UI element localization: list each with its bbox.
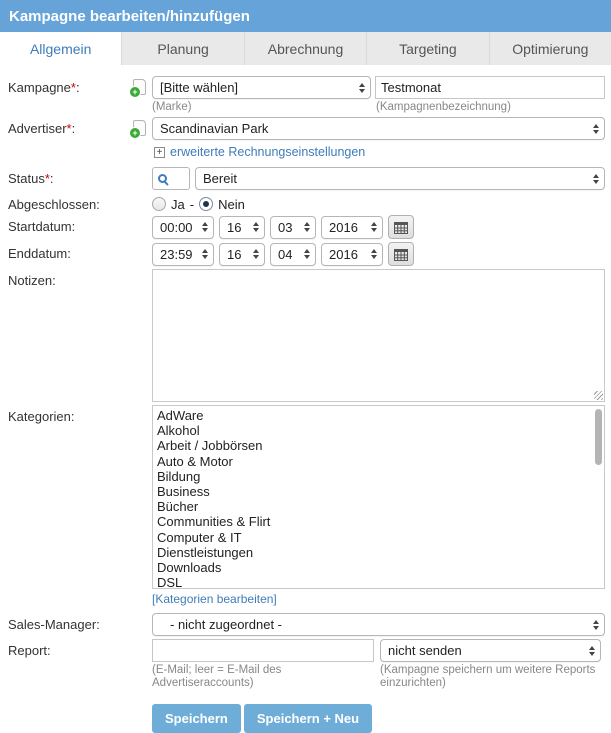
status-search-box[interactable] [152, 167, 190, 190]
row-sales-manager [8, 613, 605, 636]
radio-separator: - [189, 196, 195, 212]
report-email-input[interactable] [152, 639, 374, 662]
form-allgemein [0, 65, 611, 733]
kategorien-label: Kategorien: [8, 409, 75, 424]
row-status [8, 167, 605, 190]
end-day-select[interactable]: 16 [219, 243, 265, 266]
tab-bar [0, 32, 611, 65]
report-label: Report: [8, 643, 51, 658]
stepper-icon [589, 646, 595, 656]
stepper-icon [202, 222, 208, 232]
campaign-name-input[interactable] [375, 76, 605, 99]
tab-targeting[interactable]: Targeting [367, 32, 489, 65]
row-kategorien [8, 405, 605, 608]
category-option[interactable]: Bildung [157, 468, 201, 484]
category-option[interactable]: DSL [157, 575, 183, 589]
calendar-icon [394, 248, 408, 261]
row-advertiser [8, 117, 605, 162]
campaign-name-hint: (Kampagnenbezeichnung) [376, 101, 511, 113]
stepper-icon [304, 249, 310, 259]
startdatum-label: Startdatum: [8, 219, 76, 234]
category-option[interactable]: Business [157, 484, 210, 500]
stepper-icon [253, 249, 259, 259]
report-send-value: nicht senden [388, 643, 462, 658]
radio-ja[interactable] [152, 197, 166, 211]
sales-manager-select[interactable] [152, 613, 605, 636]
category-option[interactable]: AdWare [157, 408, 204, 423]
edit-categories-link[interactable]: [Kategorien bearbeiten] [152, 592, 277, 606]
kampagne-label: Kampagne*: [8, 80, 80, 95]
start-calendar-button[interactable] [388, 215, 414, 239]
enddatum-label: Enddatum: [8, 246, 71, 261]
radio-ja-label: Ja [171, 196, 185, 212]
sales-manager-value: - nicht zugeordnet - [170, 617, 283, 632]
action-buttons [152, 704, 605, 733]
stepper-icon [593, 174, 599, 184]
brand-select[interactable] [152, 76, 371, 99]
stepper-icon [371, 249, 377, 259]
stepper-icon [593, 124, 599, 134]
calendar-icon [394, 221, 408, 234]
radio-nein[interactable] [199, 197, 213, 211]
notizen-label: Notizen: [8, 273, 56, 288]
start-time-select[interactable]: 00:00 [152, 216, 214, 239]
row-report [8, 639, 605, 690]
row-startdatum [8, 215, 605, 239]
category-option[interactable]: Communities & Flirt [157, 514, 271, 530]
status-select-value: Bereit [203, 171, 237, 186]
resize-grip-icon[interactable] [594, 391, 603, 400]
notes-textarea[interactable] [152, 269, 605, 402]
advertiser-label: Advertiser*: [8, 121, 76, 136]
tab-optimierung[interactable]: Optimierung [512, 40, 589, 57]
category-option[interactable]: Downloads [157, 560, 222, 576]
stepper-icon [304, 222, 310, 232]
billing-settings-link[interactable]: erweiterte Rechnungseinstellungen [170, 145, 366, 159]
category-option[interactable]: Computer & IT [157, 529, 242, 545]
category-option[interactable]: Alkohol [157, 423, 200, 439]
status-label: Status*: [8, 171, 54, 186]
category-option[interactable]: Dienstleistungen [157, 544, 254, 560]
row-kampagne [8, 76, 605, 114]
end-time-select[interactable]: 23:59 [152, 243, 214, 266]
category-option[interactable]: Bücher [157, 499, 199, 515]
row-abgeschlossen [8, 193, 605, 212]
add-brand-icon[interactable] [133, 79, 146, 95]
row-notizen [8, 269, 605, 402]
end-calendar-button[interactable] [388, 242, 414, 266]
brand-select-value: [Bitte wählen] [160, 80, 239, 95]
start-month-select[interactable]: 03 [270, 216, 316, 239]
advertiser-select[interactable] [152, 117, 605, 140]
stepper-icon [202, 249, 208, 259]
stepper-icon [593, 620, 599, 630]
add-advertiser-icon[interactable] [133, 120, 146, 136]
categories-listbox[interactable] [152, 405, 605, 589]
brand-hint: (Marke) [152, 101, 192, 113]
advertiser-select-value: Scandinavian Park [160, 121, 269, 136]
report-send-hint: (Kampagne speichern um weitere Reports einzurichten) [380, 664, 596, 689]
end-month-select[interactable]: 04 [270, 243, 316, 266]
tab-abrechnung[interactable]: Abrechnung [245, 32, 367, 65]
save-button[interactable]: Speichern [152, 704, 241, 733]
search-icon [158, 174, 167, 183]
sales-manager-label: Sales-Manager: [8, 617, 100, 632]
category-option[interactable]: Auto & Motor [157, 453, 233, 469]
expand-plus-icon[interactable]: + [154, 147, 165, 158]
save-and-new-button[interactable]: Speichern + Neu [244, 704, 372, 733]
start-year-select[interactable]: 2016 [321, 216, 383, 239]
tab-planung[interactable]: Planung [122, 32, 244, 65]
scrollbar-thumb[interactable] [595, 409, 602, 465]
row-enddatum [8, 242, 605, 266]
stepper-icon [371, 222, 377, 232]
page-title: Kampagne bearbeiten/hinzufügen [0, 0, 611, 32]
stepper-icon [359, 83, 365, 93]
report-email-hint: (E-Mail; leer = E-Mail des Advertiseraccounts) [152, 664, 282, 689]
stepper-icon [253, 222, 259, 232]
status-select[interactable] [195, 167, 605, 190]
report-send-select[interactable] [380, 639, 601, 662]
start-day-select[interactable]: 16 [219, 216, 265, 239]
tab-allgemein[interactable]: Allgemein [0, 32, 122, 65]
end-year-select[interactable]: 2016 [321, 243, 383, 266]
radio-nein-label: Nein [218, 196, 245, 212]
category-option[interactable]: Arbeit / Jobbörsen [157, 438, 263, 454]
abgeschlossen-label: Abgeschlossen: [8, 197, 100, 212]
